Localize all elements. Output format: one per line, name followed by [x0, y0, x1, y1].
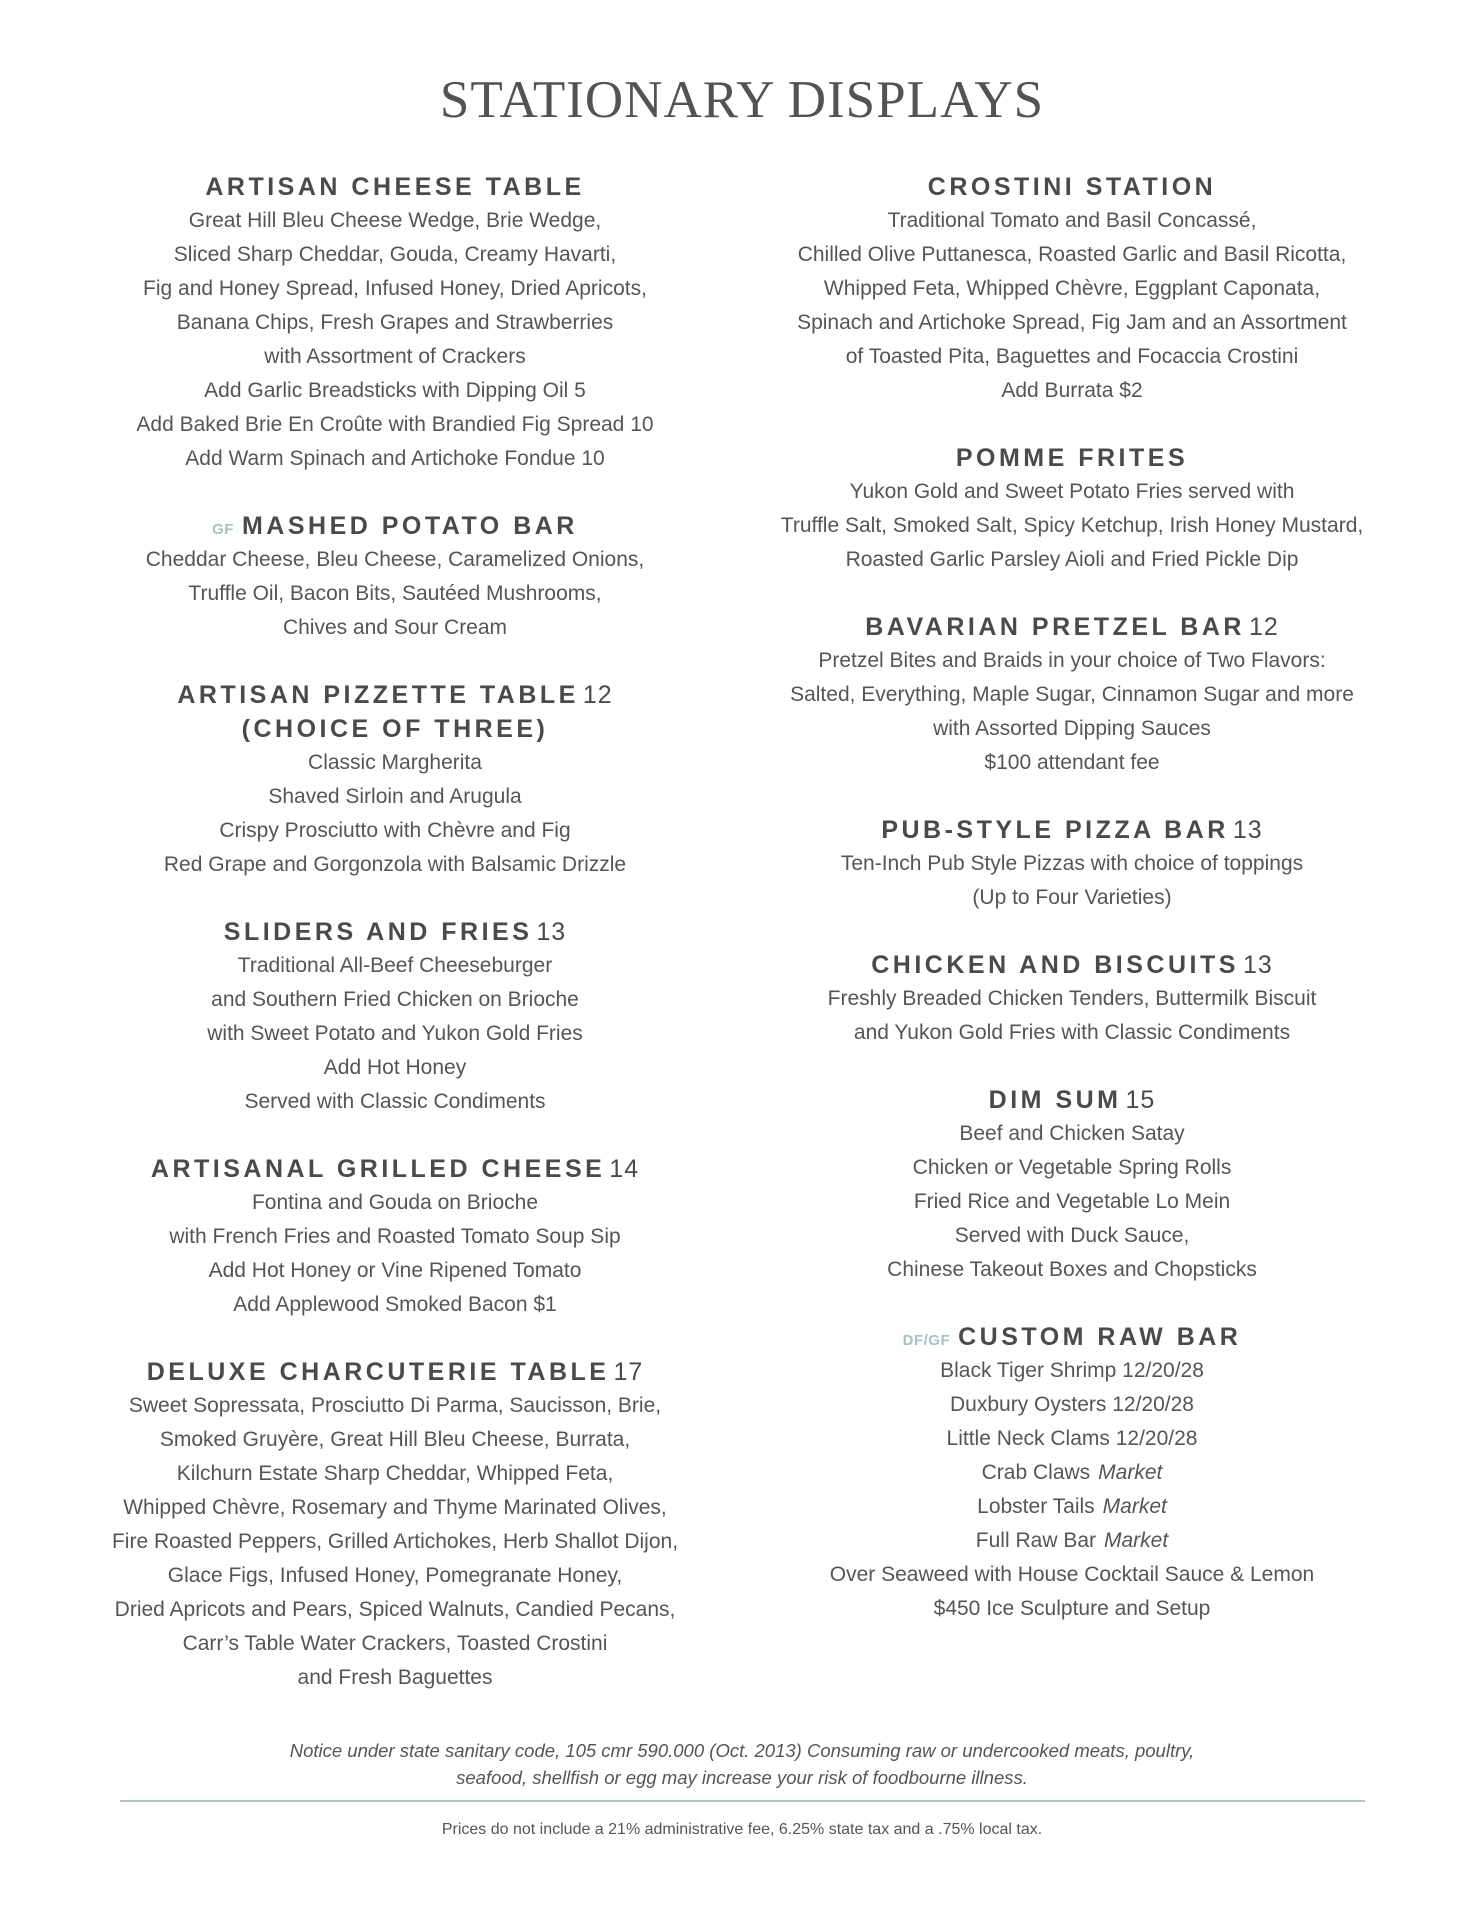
menu-item-line: [95, 780, 695, 814]
menu-item-line: [95, 577, 695, 611]
menu-item-text: with French Fries and Roasted Tomato Soup Sip: [169, 1225, 621, 1248]
menu-section-pub-style-pizza-bar: [762, 813, 1382, 915]
menu-item-line: [762, 847, 1382, 881]
menu-item-line: [95, 1288, 695, 1322]
menu-item-text: Red Grape and Gorgonzola with Balsamic Drizzle: [163, 853, 627, 876]
menu-item-line: [95, 204, 695, 238]
menu-item-line: [95, 949, 695, 983]
section-price: 13: [536, 918, 567, 946]
menu-item-line: [95, 442, 695, 476]
menu-item-text: Fried Rice and Vegetable Lo Mein: [913, 1190, 1231, 1213]
section-price: 14: [609, 1155, 640, 1183]
sanitary-notice: [0, 1737, 1484, 1791]
menu-section-chicken-and-biscuits: [762, 948, 1382, 1050]
fee-note: Prices do not include a 21% administrative fee, 6.25% state tax and a .75% local tax.: [441, 1821, 1043, 1838]
menu-item-text: Yukon Gold and Sweet Potato Fries served with: [849, 480, 1295, 503]
menu-item-line: [95, 543, 695, 577]
menu-item-text: Spinach and Artichoke Spread, Fig Jam and an Assortment: [797, 311, 1347, 334]
menu-item-text: Roasted Garlic Parsley Aioli and Fried Pickle Dip: [845, 548, 1299, 571]
section-heading-pomme-frites: [762, 441, 1382, 475]
menu-item-text: Classic Margherita: [308, 751, 482, 774]
menu-item-text: Shaved Sirloin and Arugula: [268, 785, 522, 808]
menu-section-sliders-and-fries: [95, 915, 695, 1119]
menu-item-line: [95, 408, 695, 442]
section-name: DELUXE CHARCUTERIE TABLE: [146, 1358, 610, 1386]
menu-item-line: [762, 475, 1382, 509]
menu-item-text: with Sweet Potato and Yukon Gold Fries: [207, 1022, 583, 1045]
menu-section-mashed-potato-bar: [95, 509, 695, 645]
menu-item-line: [95, 1627, 695, 1661]
market-price-note: Market: [1098, 1461, 1163, 1484]
menu-item-line: [762, 982, 1382, 1016]
section-heading-dim-sum: [762, 1083, 1382, 1117]
section-name: CROSTINI STATION: [927, 173, 1217, 201]
menu-item-text: Add Garlic Breadsticks with Dipping Oil 5: [204, 379, 586, 402]
menu-item-text: Great Hill Bleu Cheese Wedge, Brie Wedge,: [188, 209, 602, 232]
menu-item-line: [95, 1593, 695, 1627]
menu-item-line: [762, 1422, 1382, 1456]
menu-item-text: Sliced Sharp Cheddar, Gouda, Creamy Havarti,: [173, 243, 617, 266]
section-price: 12: [582, 681, 613, 709]
sanitary-notice-line: seafood, shellfish or egg may increase your risk of foodbourne illness.: [456, 1767, 1028, 1788]
menu-item-line: [95, 1423, 695, 1457]
menu-item-line: [95, 848, 695, 882]
menu-item-text: $450 Ice Sculpture and Setup: [933, 1597, 1211, 1620]
menu-item-text: Fig and Honey Spread, Infused Honey, Dried Apricots,: [143, 277, 647, 300]
section-name: MASHED POTATO BAR: [241, 512, 578, 540]
menu-section-pomme-frites: [762, 441, 1382, 577]
menu-item-line: [762, 678, 1382, 712]
menu-item-text: Add Hot Honey or Vine Ripened Tomato: [208, 1259, 582, 1282]
menu-item-text: Traditional All-Beef Cheeseburger: [237, 954, 553, 977]
menu-item-line: [95, 746, 695, 780]
menu-item-text: Traditional Tomato and Basil Concassé,: [887, 209, 1257, 232]
section-heading-artisanal-grilled-cheese: [95, 1152, 695, 1186]
menu-item-text: Carr’s Table Water Crackers, Toasted Crostini: [182, 1632, 608, 1655]
section-price: 17: [613, 1358, 644, 1386]
section-name: ARTISANAL GRILLED CHEESE: [150, 1155, 606, 1183]
menu-item-line: [762, 1456, 1382, 1490]
menu-item-text: Truffle Oil, Bacon Bits, Sautéed Mushrooms,: [188, 582, 602, 605]
menu-item-text: Kilchurn Estate Sharp Cheddar, Whipped Feta,: [176, 1462, 614, 1485]
menu-item-text: Pretzel Bites and Braids in your choice of Two Flavors:: [818, 649, 1326, 672]
menu-item-line: [762, 1151, 1382, 1185]
menu-item-line: [762, 340, 1382, 374]
menu-item-line: [762, 1354, 1382, 1388]
menu-item-line: [95, 983, 695, 1017]
section-name: SLIDERS AND FRIES: [223, 918, 533, 946]
menu-item-line: [762, 543, 1382, 577]
menu-item-text: (Up to Four Varieties): [972, 886, 1172, 909]
menu-item-line: [762, 272, 1382, 306]
section-heading-pub-style-pizza-bar: [762, 813, 1382, 847]
section-name: CUSTOM RAW BAR: [958, 1323, 1242, 1351]
menu-item-line: [95, 611, 695, 645]
menu-item-text: Add Baked Brie En Croûte with Brandied Fig Spread 10: [136, 413, 654, 436]
menu-item-line: [762, 881, 1382, 915]
menu-item-line: [762, 712, 1382, 746]
menu-item-line: [95, 1661, 695, 1695]
menu-section-artisanal-grilled-cheese: [95, 1152, 695, 1322]
menu-section-artisan-cheese-table: [95, 170, 695, 476]
menu-item-text: and Yukon Gold Fries with Classic Condiments: [853, 1021, 1291, 1044]
footer-divider: [120, 1800, 1365, 1802]
menu-item-text: Lobster Tails: [977, 1495, 1095, 1518]
menu-item-line: [95, 1491, 695, 1525]
menu-item-text: Served with Classic Condiments: [244, 1090, 546, 1113]
menu-item-text: Add Burrata $2: [1001, 379, 1143, 402]
menu-item-line: [95, 1051, 695, 1085]
menu-section-bavarian-pretzel-bar: [762, 610, 1382, 780]
menu-item-line: [95, 1220, 695, 1254]
menu-item-text: $100 attendant fee: [984, 751, 1160, 774]
market-price-note: Market: [1102, 1495, 1167, 1518]
menu-item-text: Over Seaweed with House Cocktail Sauce & Lemon: [829, 1563, 1315, 1586]
menu-item-text: Salted, Everything, Maple Sugar, Cinnamon Sugar and more: [790, 683, 1354, 706]
menu-item-text: Crispy Prosciutto with Chèvre and Fig: [219, 819, 571, 842]
menu-item-text: Duxbury Oysters 12/20/28: [950, 1393, 1194, 1416]
menu-item-text: Black Tiger Shrimp 12/20/28: [940, 1359, 1204, 1382]
menu-item-text: Chinese Takeout Boxes and Chopsticks: [887, 1258, 1257, 1281]
menu-item-text: Ten-Inch Pub Style Pizzas with choice of toppings: [840, 852, 1304, 875]
menu-item-line: [762, 306, 1382, 340]
section-price: 13: [1242, 951, 1273, 979]
menu-section-custom-raw-bar: [762, 1320, 1382, 1626]
menu-item-line: [762, 1490, 1382, 1524]
market-price-note: Market: [1104, 1529, 1169, 1552]
section-name: ARTISAN PIZZETTE TABLE: [177, 681, 579, 709]
menu-item-line: [762, 1524, 1382, 1558]
menu-item-text: Truffle Salt, Smoked Salt, Spicy Ketchup, Irish Honey Mustard,: [780, 514, 1364, 537]
menu-item-line: [762, 509, 1382, 543]
menu-item-line: [95, 1457, 695, 1491]
menu-item-text: Dried Apricots and Pears, Spiced Walnuts, Candied Pecans,: [114, 1598, 676, 1621]
menu-item-line: [762, 1388, 1382, 1422]
section-price: 12: [1248, 613, 1279, 641]
menu-item-line: [95, 1389, 695, 1423]
menu-item-line: [762, 204, 1382, 238]
menu-item-text: Banana Chips, Fresh Grapes and Strawberries: [176, 311, 614, 334]
menu-item-line: [762, 238, 1382, 272]
menu-item-line: [95, 306, 695, 340]
menu-item-text: Crab Claws: [981, 1461, 1091, 1484]
section-heading-artisan-pizzette-table: [95, 678, 695, 712]
section-name: ARTISAN CHEESE TABLE: [205, 173, 585, 201]
menu-item-text: with Assortment of Crackers: [264, 345, 526, 368]
section-name: BAVARIAN PRETZEL BAR: [865, 613, 1245, 641]
menu-item-text: Fire Roasted Peppers, Grilled Artichokes, Herb Shallot Dijon,: [111, 1530, 679, 1553]
menu-item-text: Little Neck Clams 12/20/28: [946, 1427, 1198, 1450]
menu-item-text: Smoked Gruyère, Great Hill Bleu Cheese, Burrata,: [159, 1428, 631, 1451]
menu-item-text: Whipped Feta, Whipped Chèvre, Eggplant Caponata,: [823, 277, 1321, 300]
menu-section-artisan-pizzette-table: [95, 678, 695, 882]
menu-item-text: Sweet Sopressata, Prosciutto Di Parma, Saucisson, Brie,: [128, 1394, 662, 1417]
menu-item-text: Add Applewood Smoked Bacon $1: [233, 1293, 557, 1316]
sanitary-notice-line: Notice under state sanitary code, 105 cmr 590.000 (Oct. 2013) Consuming raw or undercooked meats, poultry,: [289, 1740, 1195, 1761]
menu-item-line: [762, 1117, 1382, 1151]
section-heading-bavarian-pretzel-bar: [762, 610, 1382, 644]
section-price: 15: [1125, 1086, 1156, 1114]
menu-item-line: [762, 1558, 1382, 1592]
menu-item-text: and Southern Fried Chicken on Brioche: [211, 988, 579, 1011]
menu-section-crostini-station: [762, 170, 1382, 408]
menu-item-line: [95, 1186, 695, 1220]
menu-item-line: [95, 374, 695, 408]
section-heading-crostini-station: [762, 170, 1382, 204]
menu-item-text: Glace Figs, Infused Honey, Pomegranate Honey,: [167, 1564, 623, 1587]
left-menu-column: [95, 170, 695, 1728]
menu-item-text: Chicken or Vegetable Spring Rolls: [912, 1156, 1232, 1179]
menu-item-line: [762, 1016, 1382, 1050]
section-heading-artisan-cheese-table: [95, 170, 695, 204]
diet-tag: DF/GF: [902, 1332, 951, 1349]
section-price: 13: [1232, 816, 1263, 844]
menu-item-line: [95, 272, 695, 306]
menu-item-line: [95, 340, 695, 374]
section-subheading: (CHOICE OF THREE): [241, 715, 549, 743]
menu-item-line: [762, 1185, 1382, 1219]
menu-item-text: Whipped Chèvre, Rosemary and Thyme Marinated Olives,: [123, 1496, 667, 1519]
diet-tag: GF: [212, 521, 234, 538]
menu-item-text: Chives and Sour Cream: [282, 616, 508, 639]
menu-item-line: [95, 1085, 695, 1119]
menu-item-line: [95, 1559, 695, 1593]
menu-item-text: and Fresh Baguettes: [297, 1666, 493, 1689]
section-heading-mashed-potato-bar: [95, 509, 695, 543]
section-heading-custom-raw-bar: [762, 1320, 1382, 1354]
menu-item-text: Beef and Chicken Satay: [959, 1122, 1185, 1145]
menu-item-line: [95, 814, 695, 848]
menu-item-line: [762, 1253, 1382, 1287]
menu-item-text: Freshly Breaded Chicken Tenders, Buttermilk Biscuit: [827, 987, 1317, 1010]
menu-item-line: [762, 1219, 1382, 1253]
menu-item-line: [95, 1017, 695, 1051]
section-heading-chicken-and-biscuits: [762, 948, 1382, 982]
menu-item-line: [762, 374, 1382, 408]
section-heading-deluxe-charcuterie-table: [95, 1355, 695, 1389]
menu-item-line: [95, 1525, 695, 1559]
right-menu-column: [762, 170, 1382, 1659]
menu-item-text: Full Raw Bar: [975, 1529, 1096, 1552]
menu-item-text: Cheddar Cheese, Bleu Cheese, Caramelized Onions,: [145, 548, 645, 571]
section-name: CHICKEN AND BISCUITS: [871, 951, 1239, 979]
menu-section-dim-sum: [762, 1083, 1382, 1287]
menu-item-text: Chilled Olive Puttanesca, Roasted Garlic and Basil Ricotta,: [797, 243, 1347, 266]
menu-item-line: [95, 1254, 695, 1288]
menu-item-text: with Assorted Dipping Sauces: [933, 717, 1211, 740]
menu-section-deluxe-charcuterie-table: [95, 1355, 695, 1695]
menu-item-text: of Toasted Pita, Baguettes and Focaccia Crostini: [845, 345, 1299, 368]
page-title: STATIONARY DISPLAYS: [439, 71, 1045, 129]
section-name: PUB-STYLE PIZZA BAR: [881, 816, 1229, 844]
section-name: DIM SUM: [988, 1086, 1122, 1114]
menu-item-line: [762, 644, 1382, 678]
menu-item-line: [95, 238, 695, 272]
section-heading-sliders-and-fries: [95, 915, 695, 949]
menu-item-line: [762, 746, 1382, 780]
menu-item-text: Add Warm Spinach and Artichoke Fondue 10: [185, 447, 605, 470]
menu-item-line: [762, 1592, 1382, 1626]
menu-item-text: Add Hot Honey: [323, 1056, 467, 1079]
menu-item-text: Served with Duck Sauce,: [954, 1224, 1190, 1247]
section-name: POMME FRITES: [955, 444, 1189, 472]
menu-item-text: Fontina and Gouda on Brioche: [251, 1191, 539, 1214]
